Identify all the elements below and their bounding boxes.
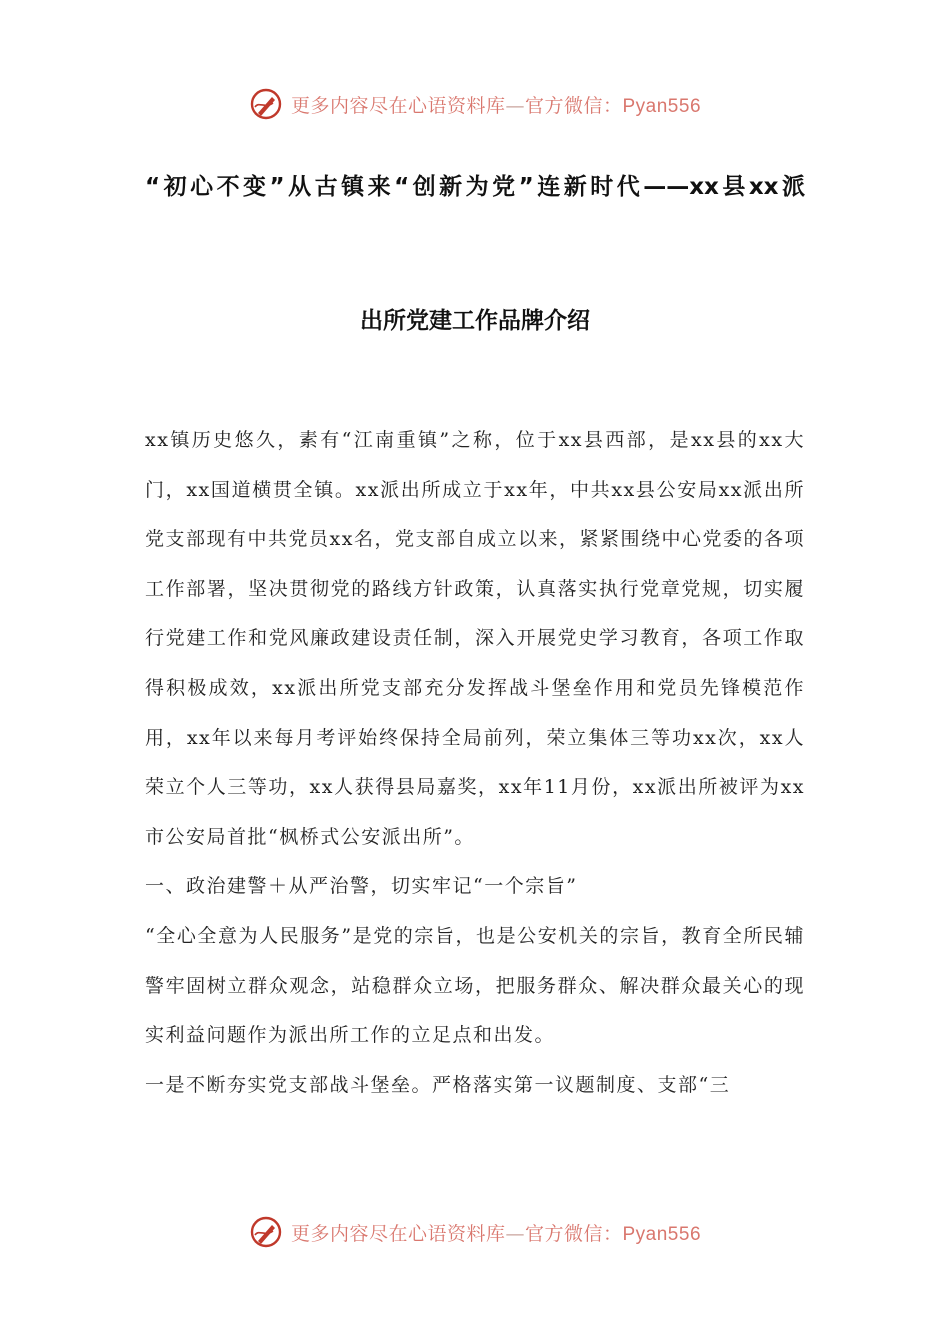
- watermark-header: [0, 84, 950, 124]
- watermark-dash: —: [505, 1222, 525, 1245]
- watermark-text: [291, 91, 701, 118]
- document-body: [145, 416, 805, 1110]
- paragraph-section-1-point-1: 一是不断夯实党支部战斗堡垒。严格落实第一议题制度、支部“三: [145, 1073, 731, 1096]
- watermark-wechat-id: Pyan556: [622, 95, 702, 117]
- watermark-wechat-id: Pyan556: [622, 1223, 702, 1245]
- document-title-line2: 出所党建工作品牌介绍: [360, 308, 590, 334]
- pen-logo-icon: [249, 87, 283, 121]
- watermark-cn: 更多内容尽在心语资料库: [290, 94, 506, 117]
- paragraph-section-1: “全心全意为人民服务”是党的宗旨，也是公安机关的宗旨，教育全所民辅警牢固树立群众观念，站稳群众立场，把服务群众、解决群众最关心的现实利益问题作为派出所工作的立足点和出发。: [145, 924, 805, 1047]
- watermark-official: 官方微信：: [524, 1222, 623, 1245]
- pen-logo-icon: [249, 1215, 283, 1249]
- document-title-line1: “初心不变”从古镇来“创新为党”连新时代——xx县xx派: [145, 174, 805, 200]
- watermark-footer: [0, 1212, 950, 1252]
- watermark-dash: —: [505, 94, 525, 117]
- paragraph-intro: xx镇历史悠久，素有“江南重镇”之称，位于xx县西部，是xx县的xx大门，xx国道横贯全镇。xx派出所成立于xx年，中共xx县公安局xx派出所党支部现有中共党员xx名，党支部自成立以来，紧紧围绕中心党委的各项工作部署，坚决贯彻党的路线方针政策，认真落实执行党章党规，切实履行党建工作和党风廉政建设责任制，深入开展党史学习教育，各项工作取得积极成效，xx派出所党支部充分发挥战斗堡垒作用和党员先锋模范作用，xx年以来每月考评始终保持全局前列，荣立集体三等功xx次，xx人荣立个人三等功，xx人获得县局嘉奖，xx年11月份，xx派出所被评为xx市公安局首批“枫桥式公安派出所”。: [145, 429, 805, 848]
- watermark-official: 官方微信：: [524, 94, 623, 117]
- watermark-text: [291, 1219, 701, 1246]
- section-heading-1: 一、政治建警＋从严治警，切实牢记“一个宗旨”: [145, 875, 578, 898]
- watermark-cn: 更多内容尽在心语资料库: [290, 1222, 506, 1245]
